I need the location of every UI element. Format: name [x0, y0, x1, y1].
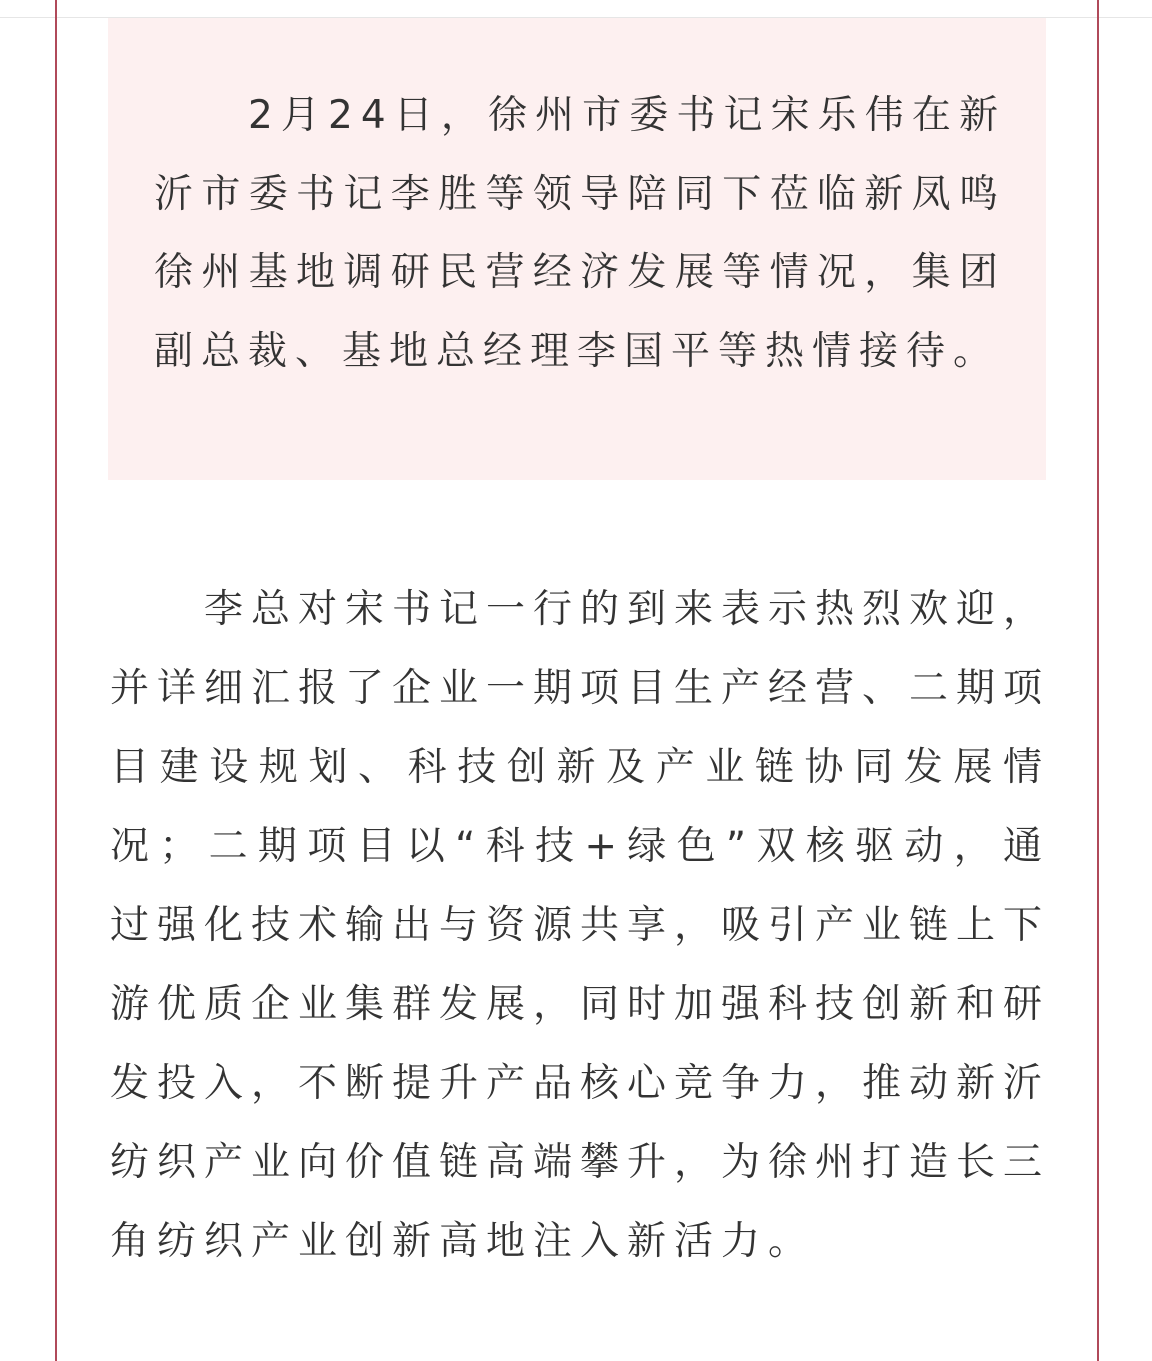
intro-paragraph — [154, 77, 1006, 391]
left-frame-line — [55, 0, 57, 1361]
intro-highlight-box — [108, 18, 1046, 480]
body-paragraph-text: 李总对宋书记一行的到来表示热烈欢迎，并详细汇报了企业一期项目生产经营、二期项目建设规划、科技创新及产业链协同发展情况；二期项目以“科技+绿色”双核驱动，通过强化技术输出与资源共享，吸引产业链上下游优质企业集群发展，同时加强科技创新和研发投入，不断提升产品核心竞争力，推动新沂纺织产业向价值链高端攀升，为徐州打造长三角纺织产业创新高地注入新活力。 — [110, 587, 1051, 1264]
right-frame-line — [1097, 0, 1099, 1361]
intro-paragraph-text: 2月24日，徐州市委书记宋乐伟在新沂市委书记李胜等领导陪同下莅临新凤鸣徐州基地调研民营经济发展等情况，集团副总裁、基地总经理李国平等热情接待。 — [154, 93, 1006, 374]
body-paragraph — [110, 570, 1050, 1281]
